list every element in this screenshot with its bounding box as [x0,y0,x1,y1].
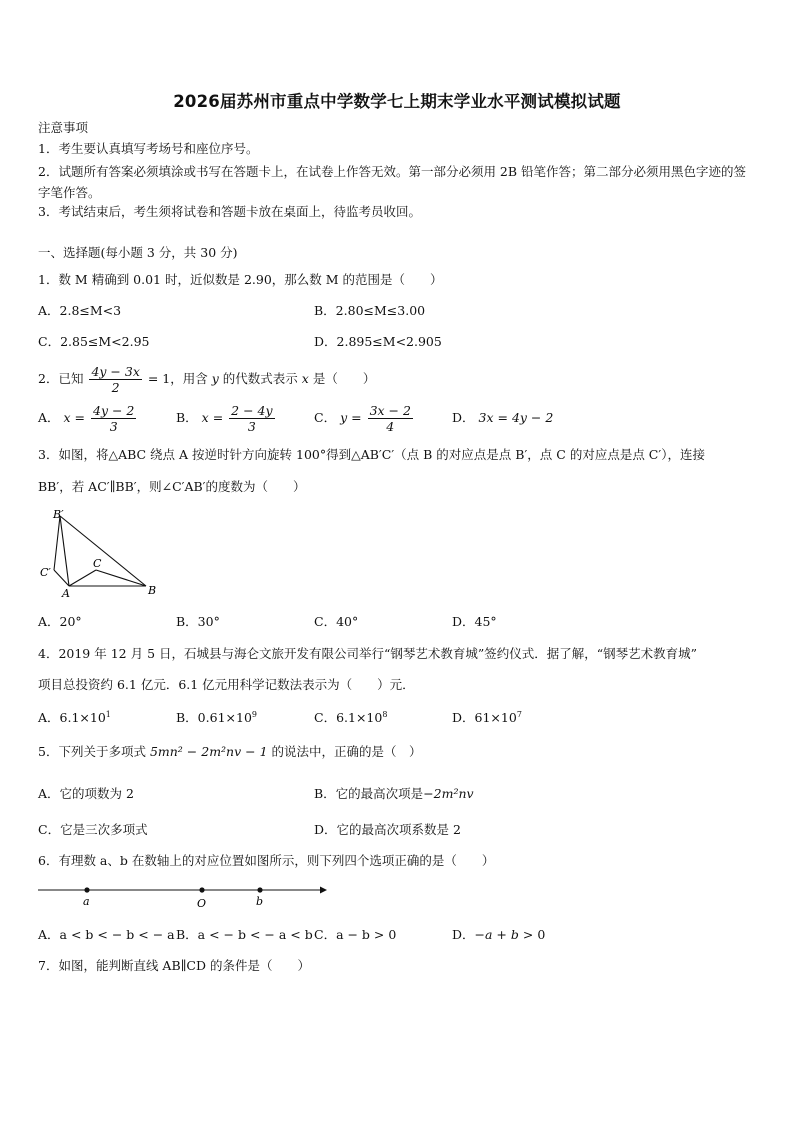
q2-var-y: y [211,371,219,386]
label-c-prime: C′ [40,566,51,579]
q2-a-lhs: x = [63,410,86,425]
q2-option-c [314,399,415,437]
q5-suffix: 的说法中，正确的是（ ） [271,744,422,759]
q2-fraction [89,364,141,395]
q4-stem-2: 项目总投资约 6.1 亿元．6.1 亿元用科学记数法表示为（ ）元． [38,677,415,692]
q1-stem: 1．数 M 精确到 0.01 时，近似数是 2.90，那么数 M 的范围是（ ） [38,272,443,287]
segment-ab-prime [60,516,69,586]
q2-d-expr: 3x = 4y − 2 [478,410,554,425]
q6-option-b: B．a < − b < − a < b [176,927,313,942]
q5-prefix: 5．下列关于多项式 [38,744,146,759]
segment-ac [69,570,96,586]
q4-a-exp: 1 [105,710,111,719]
q6-d-expr: −a + b [474,927,519,942]
q5-option-b [314,785,474,803]
q2-b-num: 2 − 4y [231,403,273,418]
q3-option-a: A．20° [38,614,82,629]
q2-b-lhs: x = [201,410,224,425]
q2-option-d [452,399,553,437]
section-heading: 一、选择题(每小题 3 分，共 30 分) [38,245,238,260]
q2-frac-num: 4y − 3x [91,364,140,379]
q3-stem-1: 3．如图，将△ABC 绕点 A 按逆时针方向旋转 100°得到△AB′C′（点 B 的对应点是点 B′，点 C 的对应点是点 C′），连接 [38,447,705,462]
q6-stem: 6．有理数 a、b 在数轴上的对应位置如图所示，则下列四个选项正确的是（ ） [38,853,495,868]
q4-stem-1: 4．2019 年 12 月 5 日，石城县与海仑文旅开发有限公司举行“钢琴艺术教育城”签约仪式．据了解，“钢琴艺术教育城” [38,646,698,661]
q2-option-b [176,399,277,437]
label-c: C [93,557,102,570]
q4-option-b [176,706,257,727]
q2-c-num: 3x − 2 [369,403,411,418]
q2-option-a [38,399,138,437]
q5-stem [38,743,422,761]
q1-option-b: B．2.80≤M≤3.00 [314,303,426,318]
point-b [257,887,262,892]
q6-number-line-figure [36,880,328,908]
q2-c-fraction [368,403,413,434]
q3-stem-2: BB′，若 AC′∥BB′，则∠C′AB′的度数为（ ） [38,479,306,494]
q2-b-label: B． [176,410,198,425]
number-line-arrow [320,887,327,894]
q5-b-text: B．它的最高次项是 [314,786,424,801]
q6-d-label: D． [452,927,475,942]
q2-a-num: 4y − 2 [93,403,135,418]
q2-a-den: 3 [109,419,118,434]
q6-d-tail: > 0 [522,927,546,942]
q4-a-base: A．6.1×10 [38,710,106,726]
point-o [199,887,204,892]
q5-b-expr: −2m²nv [423,786,474,801]
label-axis-b: b [256,895,264,908]
point-a [84,887,89,892]
q2-frac-den: 2 [111,380,120,395]
q4-d-base: D．61×10 [452,710,517,726]
label-a: A [62,587,70,598]
q4-c-exp: 8 [382,710,388,719]
q2-b-den: 3 [247,419,256,434]
q4-option-d [452,706,522,727]
q2-mid2: 的代数式表示 [222,371,298,386]
q5-option-a: A．它的项数为 2 [38,786,134,801]
q7-stem: 7．如图，能判断直线 AB∥CD 的条件是（ ） [38,958,310,973]
q2-c-label: C． [314,410,337,425]
notice-item-2: 2．试题所有答案必须填涂或书写在答题卡上，在试卷上作答无效。第一部分必须用 2B 铅笔作答；第二部分必须用黑色字迹的签字笔作答。 [38,164,747,200]
segment-cb [96,570,146,586]
q4-option-a [38,706,111,727]
label-axis-a: a [83,895,90,908]
q5-expr: 5mn² − 2m²nv − 1 [149,744,268,759]
q6-option-a: A．a < b < − b < − a [38,927,175,942]
q2-mid: = 1，用含 [147,371,208,386]
q4-option-c [314,706,387,727]
q1-option-d: D．2.895≤M<2.905 [314,334,442,349]
notice-heading: 注意事项 [38,120,89,135]
label-axis-o: O [197,897,207,908]
q2-c-den: 4 [386,419,395,434]
q1-option-c: C．2.85≤M<2.95 [38,334,150,349]
q6-option-d [452,926,545,944]
page-title: 2026届苏州市重点中学数学七上期末学业水平测试模拟试题 [173,92,621,111]
notice-item-1: 1．考生要认真填写考场号和座位序号。 [38,141,259,156]
q2-stem [38,360,375,398]
q5-option-d: D．它的最高次项系数是 2 [314,822,461,837]
q2-d-label: D． [452,410,475,425]
q2-a-label: A． [38,410,60,425]
q2-suffix: 是（ ） [312,371,376,386]
label-b: B [148,584,157,597]
q6-option-c: C．a − b > 0 [314,927,397,942]
q2-a-fraction [91,403,136,434]
q3-option-b: B．30° [176,614,220,629]
label-b-prime: B′ [53,508,64,521]
q4-c-base: C．6.1×10 [314,710,383,726]
segment-bb-prime [60,516,146,586]
segment-b-prime-c-prime [54,516,60,570]
q2-b-fraction [229,403,274,434]
q2-var-x: x [301,371,309,386]
q5-option-c: C．它是三次多项式 [38,822,148,837]
q3-triangle-figure [36,506,166,598]
q2-c-lhs: y = [340,410,362,425]
notice-item-3: 3．考试结束后，考生须将试卷和答题卡放在桌面上，待监考员收回。 [38,204,421,219]
q3-option-c: C．40° [314,614,359,629]
q1-option-a: A．2.8≤M<3 [38,303,122,318]
q4-b-exp: 9 [251,710,257,719]
q4-d-exp: 7 [516,710,522,719]
q3-option-d: D．45° [452,614,497,629]
q4-b-base: B．0.61×10 [176,710,252,726]
q2-prefix: 2．已知 [38,371,84,386]
